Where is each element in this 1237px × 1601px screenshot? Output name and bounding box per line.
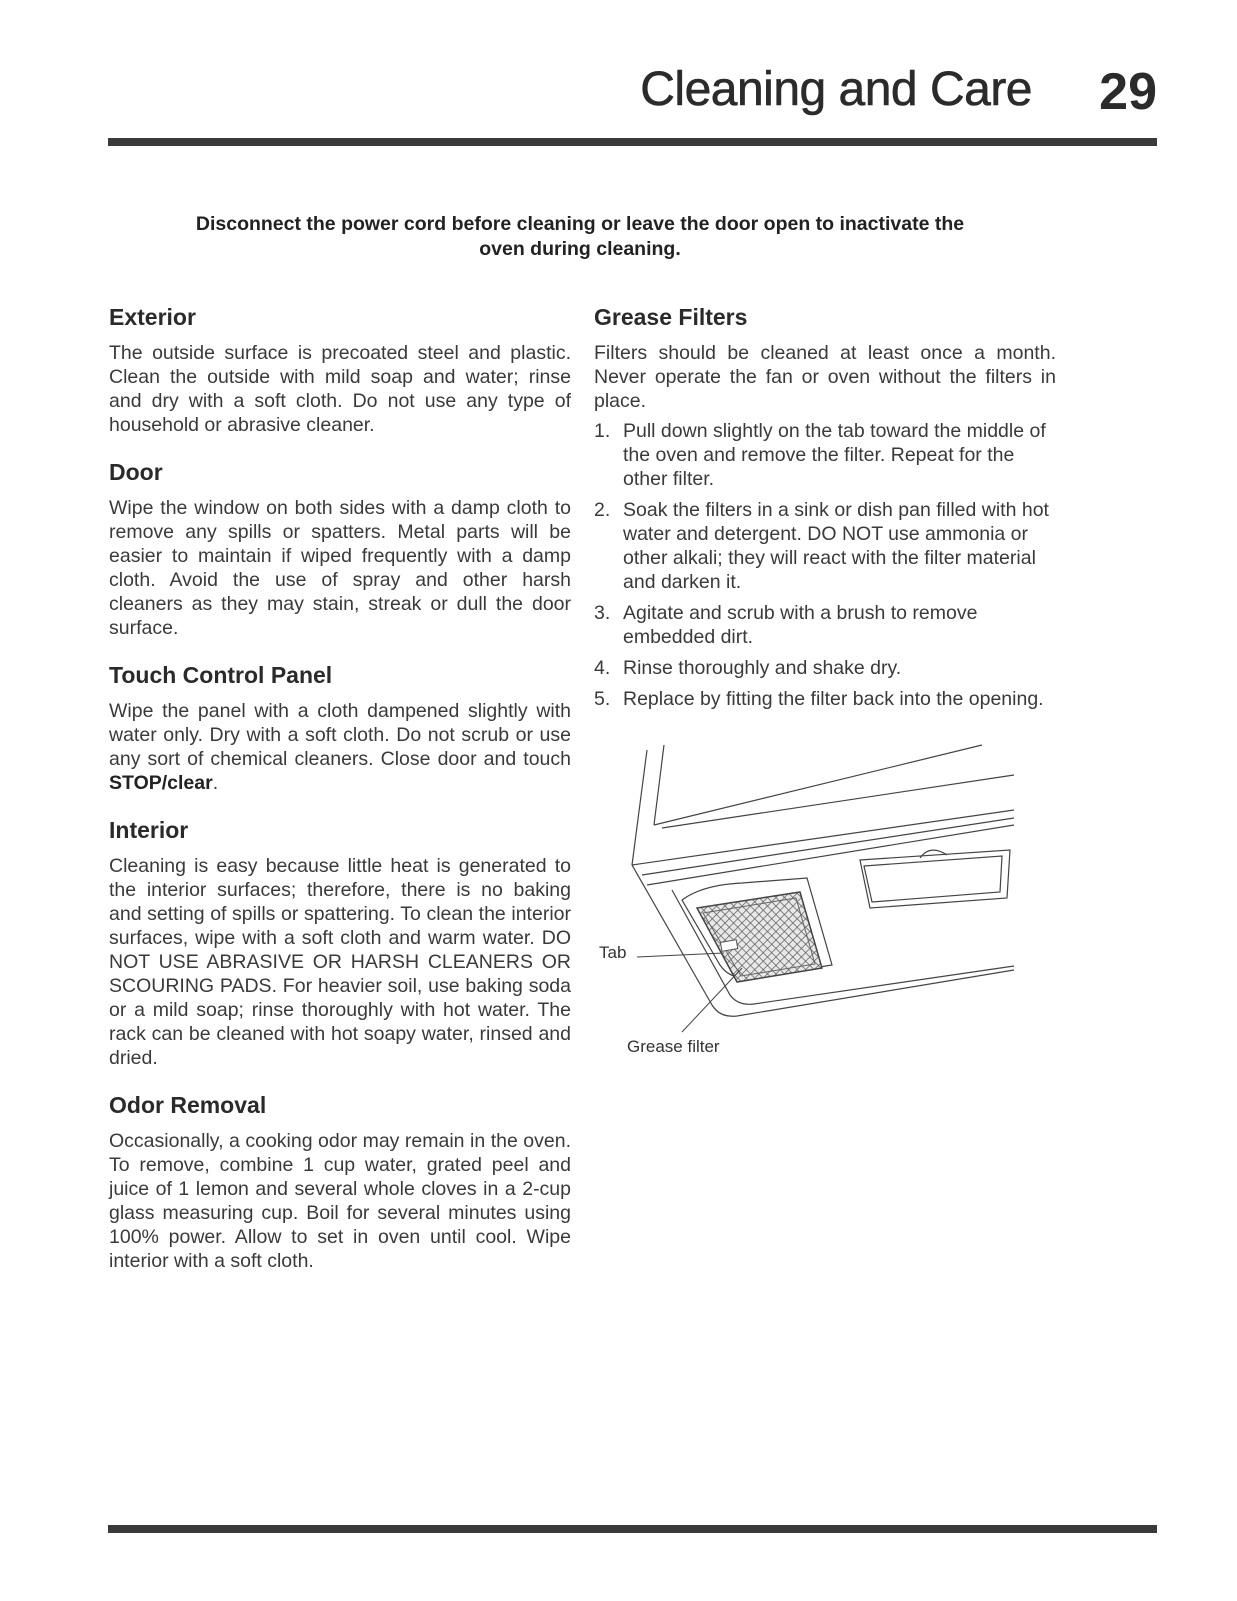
step-number: 4. [594, 657, 611, 679]
step-text: Soak the filters in a sink or dish pan filled with hot water and detergent. DO NOT use ammonia or other alkali; they will react with the filter material and darken it. [623, 499, 1049, 593]
heading-interior: Interior [109, 817, 189, 843]
grease-filter-illustration [599, 740, 1042, 1070]
step-text: Replace by fitting the filter back into the opening. [623, 688, 1044, 710]
list-item [594, 498, 1056, 594]
section-touch-control-panel [109, 662, 571, 795]
section-exterior [109, 304, 571, 437]
heading-exterior: Exterior [109, 304, 196, 330]
step-text: Pull down slightly on the tab toward the middle of the oven and remove the filter. Repeat for the other filter. [623, 420, 1046, 490]
grease-filter-steps [594, 419, 1056, 711]
oven-underside-drawing [602, 740, 1042, 1070]
tab-label: Tab [599, 943, 627, 962]
body-touch-control-panel [109, 699, 571, 795]
warning-notice [170, 212, 990, 262]
list-item [594, 601, 1056, 649]
top-rule [108, 138, 1157, 146]
stop-clear-key: STOP/clear [109, 772, 213, 794]
body-odor-removal: Occasionally, a cooking odor may remain in the oven. To remove, combine 1 cup water, grated peel and juice of 1 lemon and several whole cloves in a 2-cup glass measuring cup. Boil for several minutes using 100% power. Allow to set in oven until cool. Wipe interior with a soft cloth. [109, 1130, 571, 1272]
body-door: Wipe the window on both sides with a damp cloth to remove any spills or spatters. Metal parts will be easier to maintain if wiped frequently with a damp cloth. Avoid the use of spray and other harsh cleaners as they may stain, streak or dull the door surface. [109, 497, 571, 639]
warning-line-2: oven during cleaning. [479, 238, 681, 260]
step-number: 1. [594, 420, 611, 442]
body-grease-filters: Filters should be cleaned at least once a month. Never operate the fan or oven without the filters in place. [594, 342, 1056, 412]
list-item [594, 656, 1056, 680]
section-grease-filters [594, 304, 1056, 711]
heading-grease-filters: Grease Filters [594, 304, 748, 330]
body-interior: Cleaning is easy because little heat is generated to the interior surfaces; therefore, there is no baking and setting of spills or spattering. To clean the interior surfaces, wipe with a soft cloth and warm water. DO NOT USE ABRASIVE OR HARSH CLEANERS OR SCOURING PADS. For heavier soil, use baking soda or a mild soap; rinse thoroughly with hot water. The rack can be cleaned with hot soapy water, rinsed and dried. [109, 855, 571, 1069]
step-text: Rinse thoroughly and shake dry. [623, 657, 902, 679]
page-number: 29 [1099, 63, 1157, 121]
heading-door: Door [109, 459, 163, 485]
left-column [109, 304, 571, 1295]
step-text: Agitate and scrub with a brush to remove embedded dirt. [623, 602, 978, 648]
body-touch-control-text: Wipe the panel with a cloth dampened slightly with water only. Dry with a soft cloth. Do not scrub or use any sort of chemical cleaners. Close door and touch [109, 700, 571, 770]
section-door [109, 459, 571, 640]
section-odor-removal [109, 1092, 571, 1273]
heading-odor-removal: Odor Removal [109, 1092, 267, 1118]
step-number: 2. [594, 499, 611, 521]
page-title: Cleaning and Care [640, 63, 1032, 116]
right-column [594, 304, 1056, 733]
warning-line-1: Disconnect the power cord before cleaning or leave the door open to inactivate the [195, 213, 965, 235]
step-number: 5. [594, 688, 611, 710]
heading-touch-control-panel: Touch Control Panel [109, 662, 333, 688]
section-interior [109, 817, 571, 1070]
step-number: 3. [594, 602, 611, 624]
body-touch-control-end: . [212, 772, 219, 794]
bottom-rule [108, 1525, 1157, 1533]
list-item [594, 687, 1056, 711]
grease-filter-label: Grease filter [627, 1037, 720, 1056]
body-exterior: The outside surface is precoated steel and plastic. Clean the outside with mild soap and water; rinse and dry with a soft cloth. Do not use any type of household or abrasive cleaner. [109, 342, 571, 436]
list-item [594, 419, 1056, 491]
